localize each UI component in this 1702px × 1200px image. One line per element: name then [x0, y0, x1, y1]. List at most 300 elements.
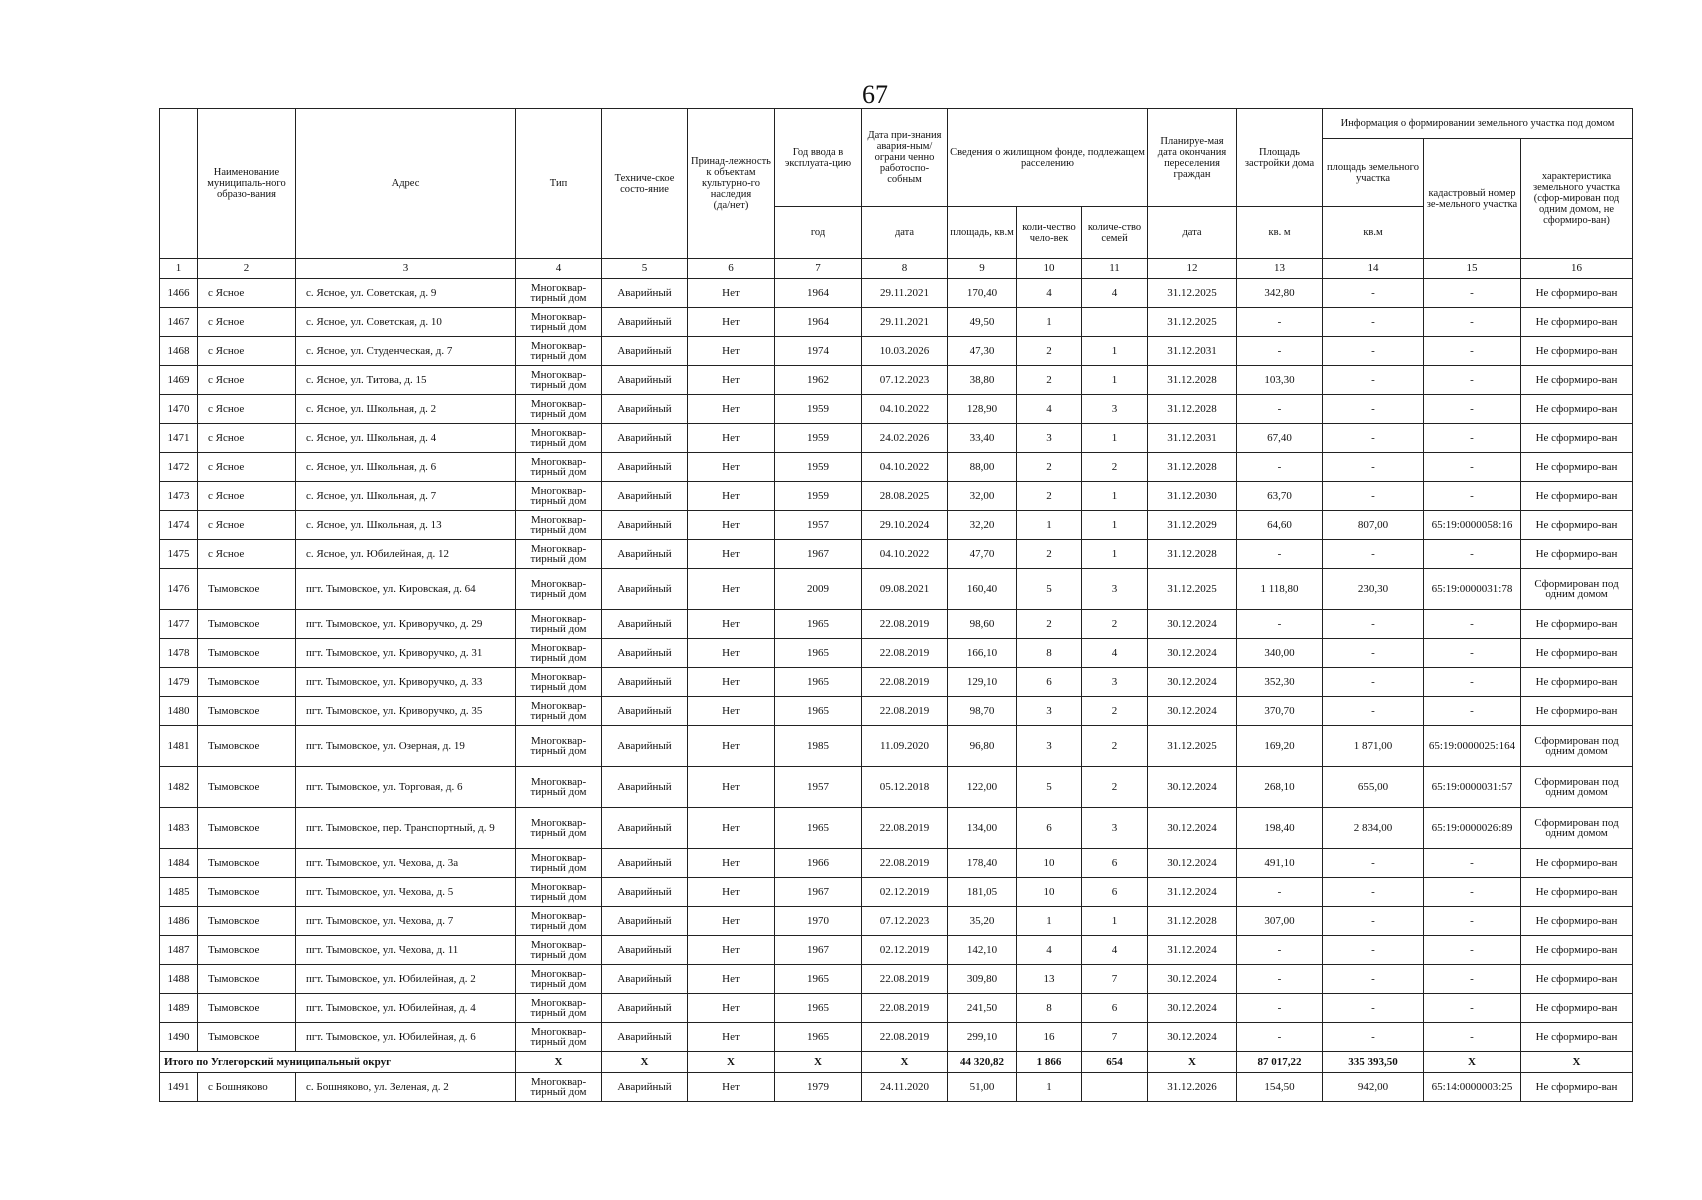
- cell-building-area: 63,70: [1237, 482, 1323, 511]
- cell-technical-state: Аварийный: [602, 907, 688, 936]
- cell-technical-state: Аварийный: [602, 767, 688, 808]
- cell-cadastral-number: -: [1424, 610, 1521, 639]
- header-year-unit: год: [775, 207, 862, 259]
- cell-family-count: 4: [1082, 936, 1148, 965]
- cell-people-count: 10: [1017, 849, 1082, 878]
- cell-building-type: Многоквар-тирный дом: [516, 569, 602, 610]
- cell-housing-area: 128,90: [948, 395, 1017, 424]
- table-row: [160, 907, 1633, 936]
- cell-land-characteristic: Не сформиро-ван: [1521, 279, 1633, 308]
- cell-municipality: Тымовское: [198, 668, 296, 697]
- table-row: [160, 808, 1633, 849]
- cell-municipality: Тымовское: [198, 610, 296, 639]
- cell-people-count: 5: [1017, 767, 1082, 808]
- cell-planned-date: 31.12.2031: [1148, 337, 1237, 366]
- cell-cadastral-number: 65:19:0000031:78: [1424, 569, 1521, 610]
- cell-housing-area: 142,10: [948, 936, 1017, 965]
- cell-emergency-date: 11.09.2020: [862, 726, 948, 767]
- cell-commission-year: 1965: [775, 994, 862, 1023]
- cell-cadastral-number: -: [1424, 697, 1521, 726]
- cell-cadastral-number: -: [1424, 907, 1521, 936]
- column-number: 11: [1082, 259, 1148, 279]
- cell-land-characteristic: Сформирован под одним домом: [1521, 569, 1633, 610]
- cell-land-characteristic: Не сформиро-ван: [1521, 395, 1633, 424]
- cell-address: пгт. Тымовское, ул. Криворучко, д. 31: [296, 639, 516, 668]
- cell-building-area: -: [1237, 610, 1323, 639]
- column-number: 10: [1017, 259, 1082, 279]
- cell-municipality: Тымовское: [198, 808, 296, 849]
- cell-building-type: Многоквар-тирный дом: [516, 540, 602, 569]
- cell-row-number: 1468: [160, 337, 198, 366]
- cell-row-number: 1475: [160, 540, 198, 569]
- cell-heritage-flag: Нет: [688, 366, 775, 395]
- cell-cadastral-number: 65:19:0000031:57: [1424, 767, 1521, 808]
- cell-technical-state: Аварийный: [602, 697, 688, 726]
- cell-building-area: -: [1237, 395, 1323, 424]
- cell-building-type: Многоквар-тирный дом: [516, 424, 602, 453]
- cell-heritage-flag: Нет: [688, 907, 775, 936]
- cell-heritage-flag: Нет: [688, 511, 775, 540]
- cell-emergency-date: 22.08.2019: [862, 610, 948, 639]
- cell-heritage-flag: Нет: [688, 767, 775, 808]
- cell-land-characteristic: Не сформиро-ван: [1521, 878, 1633, 907]
- cell-emergency-date: 29.11.2021: [862, 279, 948, 308]
- cell-building-type: Многоквар-тирный дом: [516, 366, 602, 395]
- cell-municipality: с Ясное: [198, 511, 296, 540]
- cell-municipality: Тымовское: [198, 878, 296, 907]
- cell-cadastral-number: -: [1424, 668, 1521, 697]
- table-row: [160, 308, 1633, 337]
- table-row: [160, 639, 1633, 668]
- table-row: [160, 994, 1633, 1023]
- cell-housing-area: 160,40: [948, 569, 1017, 610]
- cell-emergency-date: 10.03.2026: [862, 337, 948, 366]
- cell-building-type: Многоквар-тирный дом: [516, 610, 602, 639]
- cell-building-type: Многоквар-тирный дом: [516, 1023, 602, 1052]
- cell-planned-date: 30.12.2024: [1148, 610, 1237, 639]
- cell-heritage-flag: Нет: [688, 994, 775, 1023]
- cell-family-count: 2: [1082, 453, 1148, 482]
- cell-planned-date: 30.12.2024: [1148, 639, 1237, 668]
- cell-building-area: 64,60: [1237, 511, 1323, 540]
- cell-building-type: Многоквар-тирный дом: [516, 279, 602, 308]
- cell-heritage-flag: Нет: [688, 453, 775, 482]
- cell-land-characteristic: Не сформиро-ван: [1521, 540, 1633, 569]
- table-row: [160, 569, 1633, 610]
- cell-row-number: 1466: [160, 279, 198, 308]
- cell-land-characteristic: Не сформиро-ван: [1521, 453, 1633, 482]
- cell-municipality: Тымовское: [198, 1023, 296, 1052]
- cell-land-area: -: [1323, 366, 1424, 395]
- cell-row-number: 1485: [160, 878, 198, 907]
- cell-technical-state: Аварийный: [602, 726, 688, 767]
- cell-planned-date: 31.12.2030: [1148, 482, 1237, 511]
- cell-housing-area: 38,80: [948, 366, 1017, 395]
- header-building-area: Площадь застройки дома: [1237, 109, 1323, 207]
- cell-total-label: Итого по Углегорский муниципальный округ: [160, 1052, 516, 1073]
- cell-people-count: 13: [1017, 965, 1082, 994]
- cell-emergency-date: 22.08.2019: [862, 668, 948, 697]
- cell-planned-date: 31.12.2028: [1148, 453, 1237, 482]
- cell-emergency-date: 24.11.2020: [862, 1073, 948, 1102]
- cell-emergency-date: 22.08.2019: [862, 639, 948, 668]
- cell-heritage-flag: Нет: [688, 308, 775, 337]
- cell-family-count: 1: [1082, 482, 1148, 511]
- cell-planned-date: 30.12.2024: [1148, 808, 1237, 849]
- resettlement-table-container: [159, 108, 1633, 1102]
- cell-heritage-flag: Нет: [688, 1073, 775, 1102]
- cell-people-count: 5: [1017, 569, 1082, 610]
- cell-family-count: 1: [1082, 366, 1148, 395]
- cell-row-number: 1480: [160, 697, 198, 726]
- cell-municipality: с Бошняково: [198, 1073, 296, 1102]
- cell-family-count: 1: [1082, 511, 1148, 540]
- cell-building-area: 342,80: [1237, 279, 1323, 308]
- cell-emergency-date: 22.08.2019: [862, 849, 948, 878]
- cell-land-area: -: [1323, 395, 1424, 424]
- table-row: [160, 511, 1633, 540]
- cell-municipality: с Ясное: [198, 424, 296, 453]
- cell-cadastral-number: -: [1424, 540, 1521, 569]
- cell-cadastral-number: -: [1424, 395, 1521, 424]
- cell-commission-year: 1979: [775, 1073, 862, 1102]
- cell-building-type: Многоквар-тирный дом: [516, 849, 602, 878]
- cell-land-characteristic: Не сформиро-ван: [1521, 849, 1633, 878]
- cell-family-count: 7: [1082, 1023, 1148, 1052]
- cell-row-number: 1473: [160, 482, 198, 511]
- cell-emergency-date: 29.11.2021: [862, 308, 948, 337]
- column-number: 7: [775, 259, 862, 279]
- cell-row-number: 1472: [160, 453, 198, 482]
- cell-emergency-date: 22.08.2019: [862, 697, 948, 726]
- header-row-number: [160, 109, 198, 259]
- column-number: 13: [1237, 259, 1323, 279]
- cell-building-area: 340,00: [1237, 639, 1323, 668]
- cell-row-number: 1491: [160, 1073, 198, 1102]
- cell-commission-year: 1966: [775, 849, 862, 878]
- cell-address: с. Ясное, ул. Советская, д. 9: [296, 279, 516, 308]
- cell-row-number: 1484: [160, 849, 198, 878]
- cell-commission-year: 1959: [775, 482, 862, 511]
- cell-building-type: Многоквар-тирный дом: [516, 907, 602, 936]
- cell-commission-year: 1959: [775, 453, 862, 482]
- cell-cadastral-number: 65:19:0000026:89: [1424, 808, 1521, 849]
- resettlement-table: [159, 108, 1633, 1102]
- header-housing-group: Сведения о жилищном фонде, подлежащем расселению: [948, 109, 1148, 207]
- cell-planned-date: 31.12.2025: [1148, 726, 1237, 767]
- cell-family-count: 3: [1082, 395, 1148, 424]
- cell-address: с. Ясное, ул. Студенческая, д. 7: [296, 337, 516, 366]
- cell-building-type: Многоквар-тирный дом: [516, 726, 602, 767]
- cell-people-count: 2: [1017, 453, 1082, 482]
- cell-address: пгт. Тымовское, ул. Торговая, д. 6: [296, 767, 516, 808]
- cell-land-characteristic: Сформирован под одним домом: [1521, 808, 1633, 849]
- cell-family-count: 1: [1082, 337, 1148, 366]
- cell-land-characteristic: Не сформиро-ван: [1521, 965, 1633, 994]
- cell-people-count: 2: [1017, 337, 1082, 366]
- cell-building-area: -: [1237, 308, 1323, 337]
- cell-land-area: 2 834,00: [1323, 808, 1424, 849]
- cell-planned-date: 31.12.2028: [1148, 540, 1237, 569]
- cell-commission-year: 1957: [775, 767, 862, 808]
- cell-emergency-date: 09.08.2021: [862, 569, 948, 610]
- column-number: 12: [1148, 259, 1237, 279]
- cell-cadastral-number: 65:19:0000025:164: [1424, 726, 1521, 767]
- cell-family-count: 2: [1082, 697, 1148, 726]
- cell-address: пгт. Тымовское, ул. Криворучко, д. 35: [296, 697, 516, 726]
- cell-land-area: -: [1323, 639, 1424, 668]
- cell-address: с. Ясное, ул. Школьная, д. 4: [296, 424, 516, 453]
- cell-building-area: -: [1237, 337, 1323, 366]
- cell-planned-date: 31.12.2025: [1148, 569, 1237, 610]
- cell-row-number: 1482: [160, 767, 198, 808]
- cell-commission-year: 1959: [775, 395, 862, 424]
- cell-family-count: 7: [1082, 965, 1148, 994]
- cell-commission-year: 1965: [775, 808, 862, 849]
- cell-technical-state: Аварийный: [602, 610, 688, 639]
- cell-land-area: -: [1323, 540, 1424, 569]
- cell-housing-area: 134,00: [948, 808, 1017, 849]
- cell-total-people: 1 866: [1017, 1052, 1082, 1073]
- cell-address: пгт. Тымовское, пер. Транспортный, д. 9: [296, 808, 516, 849]
- cell-technical-state: Аварийный: [602, 849, 688, 878]
- cell-address: пгт. Тымовское, ул. Чехова, д. 7: [296, 907, 516, 936]
- cell-heritage-flag: Нет: [688, 1023, 775, 1052]
- table-body: [160, 259, 1633, 1102]
- cell-address: пгт. Тымовское, ул. Озерная, д. 19: [296, 726, 516, 767]
- cell-commission-year: 1974: [775, 337, 862, 366]
- cell-row-number: 1487: [160, 936, 198, 965]
- cell-people-count: 4: [1017, 936, 1082, 965]
- cell-people-count: 8: [1017, 994, 1082, 1023]
- cell-housing-area: 49,50: [948, 308, 1017, 337]
- cell-technical-state: Аварийный: [602, 511, 688, 540]
- cell-row-number: 1474: [160, 511, 198, 540]
- cell-commission-year: 1985: [775, 726, 862, 767]
- cell-address: пгт. Тымовское, ул. Криворучко, д. 29: [296, 610, 516, 639]
- cell-building-area: -: [1237, 965, 1323, 994]
- cell-people-count: 4: [1017, 279, 1082, 308]
- column-number: 15: [1424, 259, 1521, 279]
- cell-address: пгт. Тымовское, ул. Юбилейная, д. 4: [296, 994, 516, 1023]
- cell-land-area: -: [1323, 1023, 1424, 1052]
- cell-housing-area: 32,00: [948, 482, 1017, 511]
- cell-municipality: Тымовское: [198, 936, 296, 965]
- cell-commission-year: 1965: [775, 610, 862, 639]
- cell-housing-area: 181,05: [948, 878, 1017, 907]
- table-row: [160, 482, 1633, 511]
- header-families: количе-ство семей: [1082, 207, 1148, 259]
- cell-commission-year: 1967: [775, 540, 862, 569]
- cell-planned-date: 31.12.2024: [1148, 936, 1237, 965]
- cell-land-characteristic: Не сформиро-ван: [1521, 366, 1633, 395]
- column-number: 3: [296, 259, 516, 279]
- column-number: 4: [516, 259, 602, 279]
- cell-building-type: Многоквар-тирный дом: [516, 994, 602, 1023]
- cell-municipality: Тымовское: [198, 697, 296, 726]
- cell-cadastral-number: 65:19:0000058:16: [1424, 511, 1521, 540]
- header-type: Тип: [516, 109, 602, 259]
- cell-housing-area: 96,80: [948, 726, 1017, 767]
- cell-emergency-date: 02.12.2019: [862, 936, 948, 965]
- cell-planned-date: 30.12.2024: [1148, 849, 1237, 878]
- cell-address: с. Ясное, ул. Школьная, д. 13: [296, 511, 516, 540]
- table-row: [160, 540, 1633, 569]
- cell-municipality: с Ясное: [198, 279, 296, 308]
- cell-row-number: 1469: [160, 366, 198, 395]
- cell-address: с. Ясное, ул. Юбилейная, д. 12: [296, 540, 516, 569]
- header-municipality: Наименование муниципаль-ного образо-вания: [198, 109, 296, 259]
- cell-technical-state: Аварийный: [602, 279, 688, 308]
- cell-building-type: Многоквар-тирный дом: [516, 767, 602, 808]
- cell-emergency-date: 04.10.2022: [862, 540, 948, 569]
- cell-land-characteristic: Не сформиро-ван: [1521, 1073, 1633, 1102]
- column-number: 2: [198, 259, 296, 279]
- cell-people-count: 1: [1017, 1073, 1082, 1102]
- cell-address: с. Ясное, ул. Школьная, д. 2: [296, 395, 516, 424]
- cell-total-plan-date: X: [1148, 1052, 1237, 1073]
- cell-total-year: X: [775, 1052, 862, 1073]
- cell-municipality: Тымовское: [198, 726, 296, 767]
- cell-cadastral-number: 65:14:0000003:25: [1424, 1073, 1521, 1102]
- cell-total-area: 44 320,82: [948, 1052, 1017, 1073]
- cell-people-count: 2: [1017, 610, 1082, 639]
- cell-municipality: с Ясное: [198, 395, 296, 424]
- cell-emergency-date: 04.10.2022: [862, 395, 948, 424]
- cell-land-characteristic: Не сформиро-ван: [1521, 308, 1633, 337]
- cell-address: пгт. Тымовское, ул. Юбилейная, д. 2: [296, 965, 516, 994]
- cell-commission-year: 1965: [775, 965, 862, 994]
- cell-row-number: 1467: [160, 308, 198, 337]
- cell-municipality: с Ясное: [198, 308, 296, 337]
- cell-land-characteristic: Не сформиро-ван: [1521, 511, 1633, 540]
- cell-technical-state: Аварийный: [602, 453, 688, 482]
- header-planned-date: Планируе-мая дата окончания переселения граждан: [1148, 109, 1237, 207]
- cell-heritage-flag: Нет: [688, 337, 775, 366]
- cell-heritage-flag: Нет: [688, 279, 775, 308]
- header-land-area: площадь земельного участка: [1323, 139, 1424, 207]
- cell-address: пгт. Тымовское, ул. Чехова, д. 11: [296, 936, 516, 965]
- cell-housing-area: 47,30: [948, 337, 1017, 366]
- cell-people-count: 1: [1017, 308, 1082, 337]
- cell-heritage-flag: Нет: [688, 726, 775, 767]
- cell-technical-state: Аварийный: [602, 668, 688, 697]
- cell-municipality: Тымовское: [198, 849, 296, 878]
- cell-housing-area: 170,40: [948, 279, 1017, 308]
- cell-emergency-date: 07.12.2023: [862, 907, 948, 936]
- cell-people-count: 2: [1017, 482, 1082, 511]
- table-row: [160, 1073, 1633, 1102]
- cell-emergency-date: 22.08.2019: [862, 808, 948, 849]
- cell-planned-date: 30.12.2024: [1148, 697, 1237, 726]
- cell-building-type: Многоквар-тирный дом: [516, 878, 602, 907]
- cell-land-area: -: [1323, 424, 1424, 453]
- cell-heritage-flag: Нет: [688, 540, 775, 569]
- cell-technical-state: Аварийный: [602, 808, 688, 849]
- cell-cadastral-number: -: [1424, 965, 1521, 994]
- cell-land-area: -: [1323, 697, 1424, 726]
- header-land-characteristic: характеристика земельного участка (сфор-мирован под одним домом, не сформиро-ван): [1521, 139, 1633, 259]
- cell-technical-state: Аварийный: [602, 1073, 688, 1102]
- cell-cadastral-number: -: [1424, 366, 1521, 395]
- cell-cadastral-number: -: [1424, 639, 1521, 668]
- cell-planned-date: 31.12.2031: [1148, 424, 1237, 453]
- cell-building-type: Многоквар-тирный дом: [516, 453, 602, 482]
- column-number: 14: [1323, 259, 1424, 279]
- cell-heritage-flag: Нет: [688, 395, 775, 424]
- cell-land-area: -: [1323, 337, 1424, 366]
- cell-people-count: 1: [1017, 907, 1082, 936]
- table-row: [160, 337, 1633, 366]
- cell-land-characteristic: Сформирован под одним домом: [1521, 767, 1633, 808]
- cell-address: с. Ясное, ул. Школьная, д. 6: [296, 453, 516, 482]
- cell-municipality: с Ясное: [198, 482, 296, 511]
- cell-commission-year: 1962: [775, 366, 862, 395]
- cell-commission-year: 1965: [775, 639, 862, 668]
- cell-address: пгт. Тымовское, ул. Юбилейная, д. 6: [296, 1023, 516, 1052]
- cell-technical-state: Аварийный: [602, 1023, 688, 1052]
- cell-building-type: Многоквар-тирный дом: [516, 639, 602, 668]
- column-numbers-row: [160, 259, 1633, 279]
- cell-commission-year: 1965: [775, 1023, 862, 1052]
- cell-housing-area: 166,10: [948, 639, 1017, 668]
- cell-land-area: -: [1323, 610, 1424, 639]
- cell-emergency-date: 29.10.2024: [862, 511, 948, 540]
- table-row: [160, 767, 1633, 808]
- cell-emergency-date: 02.12.2019: [862, 878, 948, 907]
- cell-building-area: 370,70: [1237, 697, 1323, 726]
- cell-emergency-date: 07.12.2023: [862, 366, 948, 395]
- cell-heritage-flag: Нет: [688, 936, 775, 965]
- cell-municipality: Тымовское: [198, 767, 296, 808]
- cell-people-count: 16: [1017, 1023, 1082, 1052]
- cell-planned-date: 31.12.2028: [1148, 366, 1237, 395]
- cell-building-type: Многоквар-тирный дом: [516, 936, 602, 965]
- table-row: [160, 697, 1633, 726]
- cell-housing-area: 35,20: [948, 907, 1017, 936]
- column-number: 16: [1521, 259, 1633, 279]
- table-row: [160, 279, 1633, 308]
- cell-total-type: X: [516, 1052, 602, 1073]
- cell-emergency-date: 05.12.2018: [862, 767, 948, 808]
- cell-planned-date: 31.12.2028: [1148, 395, 1237, 424]
- table-row: [160, 668, 1633, 697]
- cell-housing-area: 88,00: [948, 453, 1017, 482]
- cell-land-characteristic: Не сформиро-ван: [1521, 610, 1633, 639]
- cell-building-area: -: [1237, 540, 1323, 569]
- table-row: [160, 424, 1633, 453]
- cell-housing-area: 241,50: [948, 994, 1017, 1023]
- table-row: [160, 366, 1633, 395]
- cell-land-characteristic: Не сформиро-ван: [1521, 668, 1633, 697]
- cell-building-type: Многоквар-тирный дом: [516, 668, 602, 697]
- cell-building-area: -: [1237, 453, 1323, 482]
- cell-people-count: 2: [1017, 366, 1082, 395]
- cell-land-area: -: [1323, 453, 1424, 482]
- cell-building-area: 198,40: [1237, 808, 1323, 849]
- cell-row-number: 1471: [160, 424, 198, 453]
- header-cadastral-number: кадастровый номер зе-мельного участка: [1424, 139, 1521, 259]
- cell-address: пгт. Тымовское, ул. Чехова, д. 3а: [296, 849, 516, 878]
- cell-cadastral-number: -: [1424, 308, 1521, 337]
- cell-heritage-flag: Нет: [688, 668, 775, 697]
- cell-building-area: -: [1237, 878, 1323, 907]
- header-date-unit: дата: [862, 207, 948, 259]
- cell-building-type: Многоквар-тирный дом: [516, 1073, 602, 1102]
- cell-family-count: 4: [1082, 279, 1148, 308]
- cell-land-area: -: [1323, 849, 1424, 878]
- header-area: площадь, кв.м: [948, 207, 1017, 259]
